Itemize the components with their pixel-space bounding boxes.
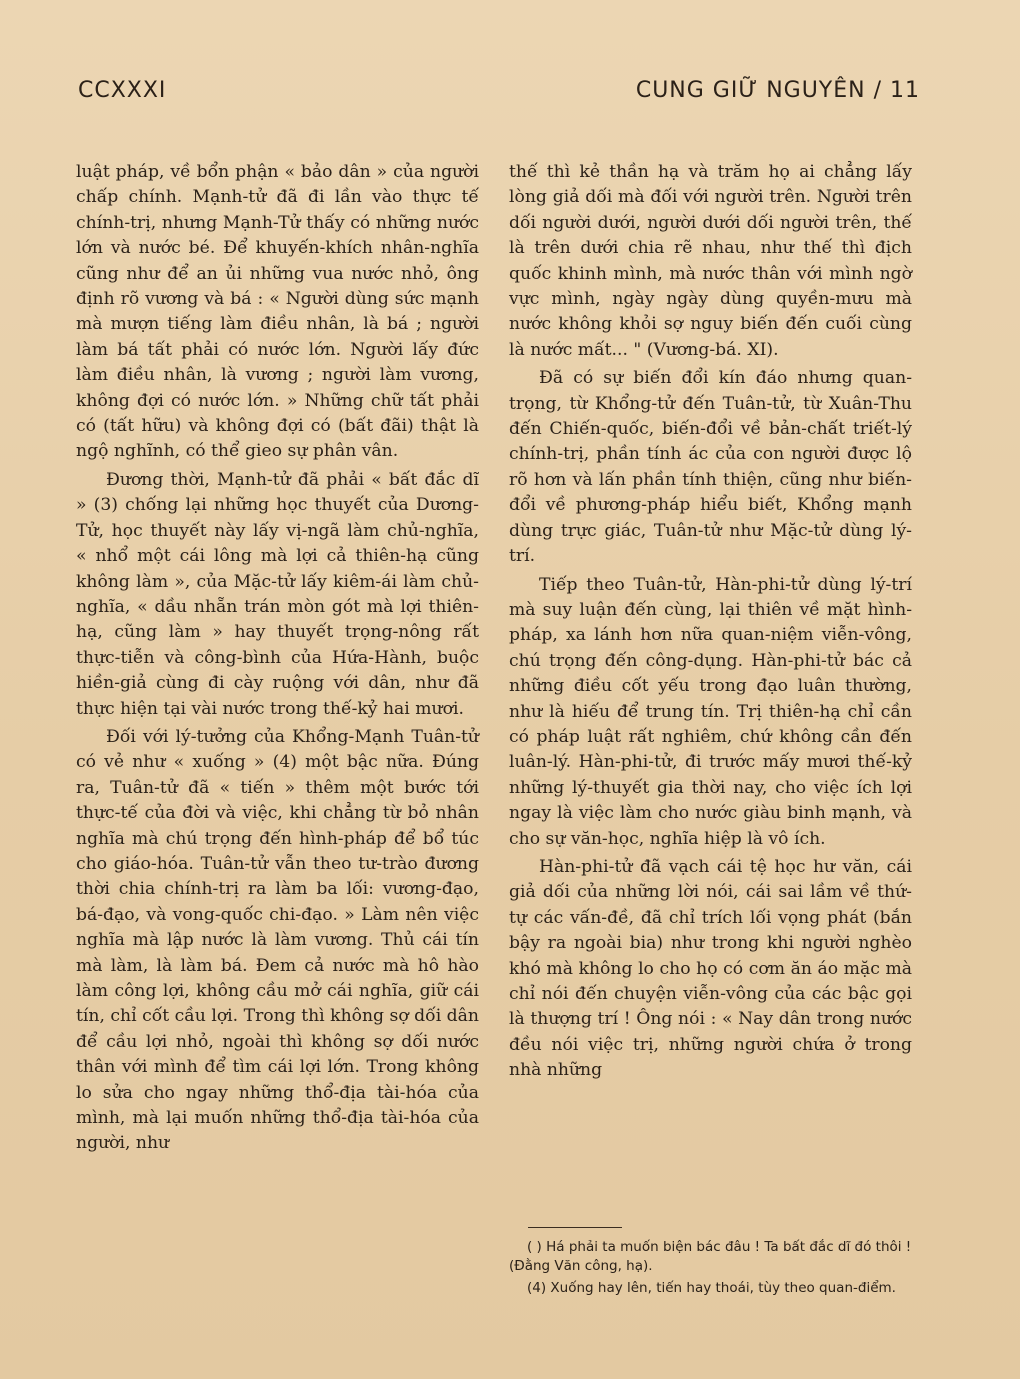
- paragraph: Đối với lý-tưởng của Khổng-Mạnh Tuân-tử có vẻ như « xuống » (4) một bậc nữa. Đúng ra, Tuân-tử đã « tiến » thêm một bước tới thực-tế của đời và việc, khi chẳng từ bỏ nhân nghĩa mà chú trọng đến hình-pháp để bổ túc cho giáo-hóa. Tuân-tử vẫn theo tư-trào đương thời chia chính-trị ra làm ba lối: vương-đạo, bá-đạo, và vong-quốc chi-đạo. » Làm nên việc nghĩa mà lập nước là làm vương. Thủ cái tín mà làm, là làm bá. Đem cả nước mà hô hào làm công lợi, không cầu mở cái nghĩa, giữ cái tín, chỉ cốt cầu lợi. Trong thì không sợ dối dân để cầu lợi nhỏ, ngoài thì không sợ dối nước thân với mình để tìm cái lợi lớn. Trong không lo sửa cho ngay những thổ-địa tài-hóa của mình, mà lại muốn những thổ-địa tài-hóa của người, như: [76, 726, 479, 1154]
- footnotes: [509, 1238, 917, 1301]
- paragraph: Đương thời, Mạnh-tử đã phải « bất đắc dĩ » (3) chống lại những học thuyết của Dương-Tử, học thuyết này lấy vị-ngã làm chủ-nghĩa, « nhổ một cái lông mà lợi cả thiên-hạ cũng không làm », của Mặc-tử lấy kiêm-ái làm chủ-nghĩa, « dầu nhẵn trán mòn gót mà lợi thiên-hạ, cũng làm » hay thuyết trọng-nông rất thực-tiễn và công-bình của Hứa-Hành, buộc hiền-giả cùng đi cày ruộng với dân, như đã thực hiện tại vài nước trong thế-kỷ hai mươi.: [76, 469, 479, 719]
- footnote: (4) Xuống hay lên, tiến hay thoái, tùy theo quan-điểm.: [527, 1280, 896, 1296]
- chapter-number: CCXXXI: [78, 78, 167, 103]
- paragraph: luật pháp, về bổn phận « bảo dân » của người chấp chính. Mạnh-tử đã đi lần vào thực tế chính-trị, nhưng Mạnh-Tử thấy có những nước lớn và nước bé. Để khuyến-khích nhân-nghĩa cũng như để an ủi những vua nước nhỏ, ông định rõ vương và bá : « Người dùng sức mạnh mà mượn tiếng làm điều nhân, là bá ; người làm bá tất phải có nước lớn. Người lấy đức làm điều nhân, là vương ; người làm vương, không đợi có nước lớn. » Những chữ tất phải có (tất hữu) và không đợi có (bất đãi) thật là ngộ nghĩnh, có thể gieo sự phân vân.: [76, 162, 479, 462]
- right-column: [509, 160, 912, 1084]
- running-header: [78, 78, 920, 112]
- footnote-divider: [528, 1227, 622, 1228]
- paragraph: thế thì kẻ thần hạ và trăm họ ai chẳng lấy lòng giả dối mà đối với người trên. Người trên dối người dưới, người dưới dối người trên, thế là trên dưới chia rẽ nhau, như thế thì địch quốc khinh mình, mà nước thân với mình ngờ vực mình, ngày ngày dùng quyền-mưu mà nước không khỏi sợ nguy biến đến cuối cùng là nước mất... " (Vương-bá. XI).: [509, 162, 912, 360]
- paragraph: Hàn-phi-tử đã vạch cái tệ học hư văn, cái giả dối của những lời nói, cái sai lầm về thứ-tự các vấn-đề, đã chỉ trích lối vọng phát (bắn bậy ra ngoài bia) như trong khi người nghèo khó mà không lo cho họ có cơm ăn áo mặc mà chỉ nói đến chuyện viễn-vông của các bậc gọi là thượng trí ! Ông nói : « Nay dân trong nước đều nói việc trị, những người chứa ở trong nhà những: [509, 856, 912, 1081]
- footnote: ( ) Há phải ta muốn biện bác đâu ! Ta bất đắc dĩ đó thôi ! (Đằng Văn công, hạ).: [509, 1239, 912, 1274]
- paragraph: Tiếp theo Tuân-tử, Hàn-phi-tử dùng lý-trí mà suy luận đến cùng, lại thiên về mặt hình-pháp, xa lánh hơn nữa quan-niệm viễn-vông, chú trọng đến công-dụng. Hàn-phi-tử bác cả những điều cốt yếu trong đạo luân thường, như là hiếu để trung tín. Trị thiên-hạ chỉ cần có pháp luật rất nghiêm, chứ không cần đến luân-lý. Hàn-phi-tử, đi trước mấy mươi thế-kỷ những lý-thuyết gia thời nay, cho việc ích lợi ngay là việc làm cho nước giàu binh mạnh, và cho sự văn-học, nghĩa hiệp là vô ích.: [509, 574, 912, 849]
- left-column: [76, 160, 479, 1157]
- running-title-page-number: CUNG GIỮ NGUYÊN / 11: [635, 78, 920, 103]
- paragraph: Đã có sự biến đổi kín đáo nhưng quan-trọng, từ Khổng-tử đến Tuân-tử, từ Xuân-Thu đến Chiến-quốc, biến-đổi về bản-chất triết-lý chính-trị, phần tính ác của con người được lộ rõ hơn và lấn phần tính thiện, cũng như biến-đổi về phương-pháp hiểu biết, Khổng mạnh dùng trực giác, Tuân-tử như Mặc-tử dùng lý-trí.: [509, 368, 912, 567]
